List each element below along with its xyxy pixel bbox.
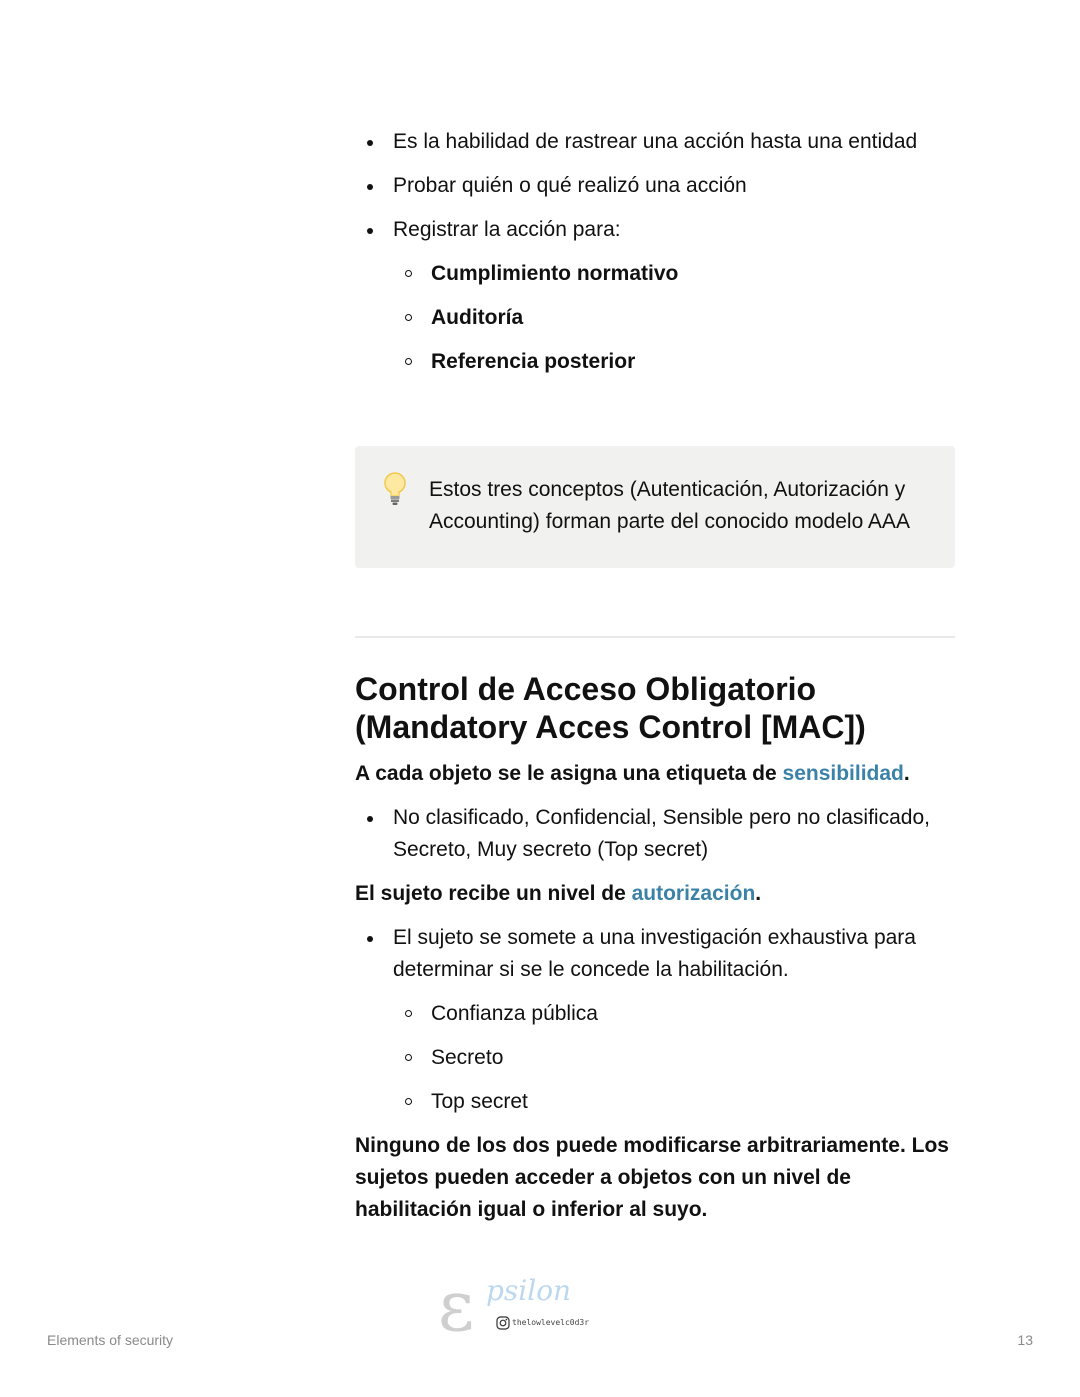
page-content [355, 126, 955, 1238]
link-autorizacion[interactable]: autorización [631, 882, 756, 905]
svg-text:ε: ε [438, 1268, 475, 1342]
divider [355, 636, 955, 638]
paragraph-text: El sujeto recibe un nivel de [355, 882, 632, 905]
investigation-list [355, 922, 955, 986]
sub-list-item: Auditoría [393, 302, 955, 334]
paragraph-text: . [755, 882, 762, 905]
callout-box [355, 446, 955, 568]
svg-text:psilon: psilon [486, 1274, 572, 1307]
sub-list-item: Cumplimiento normativo [393, 258, 955, 290]
classification-list [355, 802, 955, 866]
footer-title: Elements of security [47, 1332, 174, 1348]
list-item: No clasificado, Confidencial, Sensible pero no clasificado, Secreto, Muy secreto (Top secret) [355, 802, 955, 866]
page-number: 13 [1017, 1332, 1033, 1348]
paragraph-sensitivity [355, 758, 955, 790]
paragraph-authorization [355, 878, 955, 910]
link-sensibilidad[interactable]: sensibilidad [782, 762, 904, 785]
list-item: Probar quién o qué realizó una acción [355, 170, 955, 202]
epsilon-logo [438, 1268, 598, 1342]
list-item: Registrar la acción para: [355, 214, 955, 246]
accounting-list [355, 126, 955, 246]
accounting-sublist [355, 258, 955, 378]
paragraph-text: . [903, 762, 910, 785]
paragraph-text: A cada objeto se le asigna una etiqueta de [355, 762, 783, 785]
paragraph-conclusion: Ninguno de los dos puede modificarse arbitrariamente. Los sujetos pueden acceder a objetos con un nivel de habilitación igual o inferior al suyo. [355, 1134, 949, 1221]
sub-list-item: Confianza pública [393, 998, 955, 1030]
clearance-sublist [355, 998, 955, 1118]
sub-list-item: Referencia posterior [393, 346, 955, 378]
sub-list-item: Top secret [393, 1086, 955, 1118]
list-item: El sujeto se somete a una investigación exhaustiva para determinar si se le concede la habilitación. [355, 922, 955, 986]
list-item: Es la habilidad de rastrear una acción hasta una entidad [355, 126, 955, 158]
lightbulb-icon [383, 472, 407, 508]
section-heading: Control de Acceso Obligatorio (Mandatory Acces Control [MAC]) [355, 671, 866, 745]
callout-text: Estos tres conceptos (Autenticación, Autorización y Accounting) forman parte del conocido modelo AAA [429, 478, 910, 533]
watermark-handle: thelowlevelc0d3r [512, 1318, 590, 1327]
instagram-icon [496, 1316, 510, 1330]
sub-list-item: Secreto [393, 1042, 955, 1074]
